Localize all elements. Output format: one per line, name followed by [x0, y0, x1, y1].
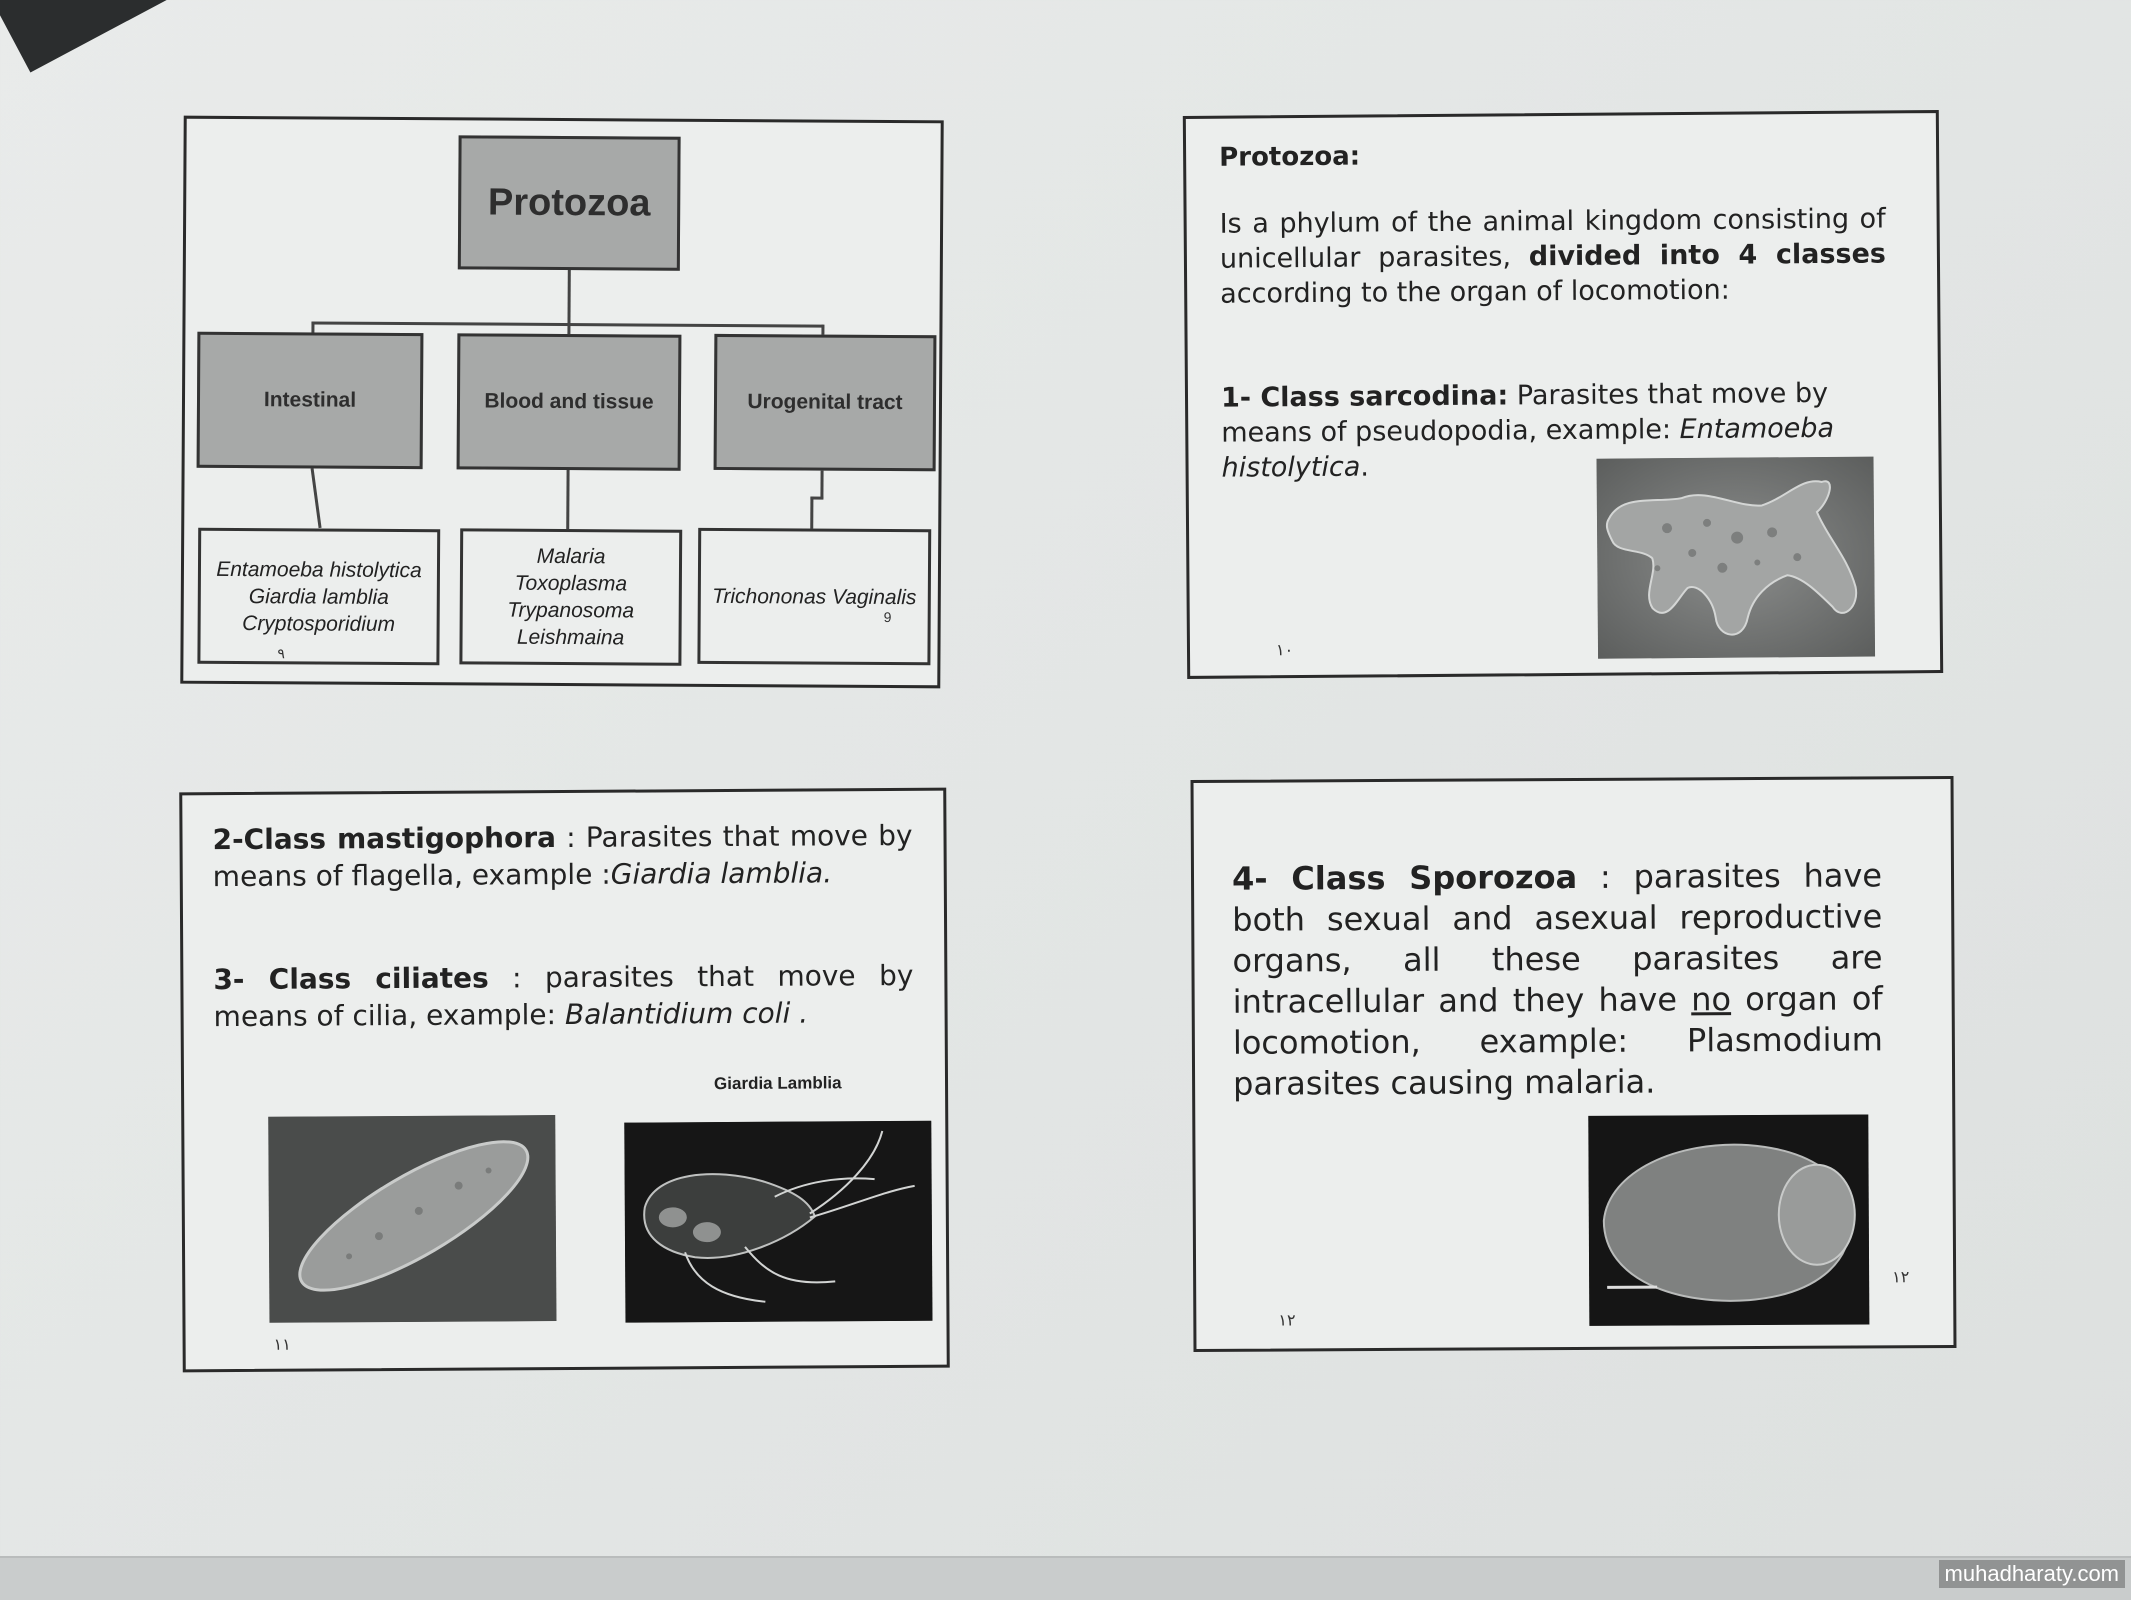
- page-number: ٩: [277, 645, 286, 662]
- category-blood-tissue: [457, 333, 682, 470]
- class-example: Entamoeba histolytica: [1221, 412, 1835, 484]
- tree-root-box: [458, 135, 681, 270]
- class-description: : Parasites that move by means of flagella, example :: [212, 818, 913, 894]
- organism-name: Leishmaina: [516, 625, 625, 650]
- category-intestinal: [197, 332, 424, 469]
- definition-text: Is a phylum of the animal kingdom consisting of unicellular parasites,: [1219, 203, 1886, 275]
- class-label: 1- Class sarcodina:: [1220, 380, 1509, 414]
- organism-name: Malaria: [536, 544, 606, 569]
- page-number: ١٠: [1275, 640, 1294, 660]
- organism-name: Cryptosporidium: [242, 611, 396, 636]
- connector: [311, 468, 322, 528]
- page-number: ١٢: [1892, 1267, 1910, 1287]
- organism-name: Giardia lamblia: [248, 584, 389, 609]
- amoeba-micrograph: [1597, 457, 1876, 659]
- leaf-blood-tissue: [459, 528, 682, 665]
- connector: [820, 471, 823, 499]
- class3-paragraph: [213, 957, 913, 1035]
- giardia-micrograph: [624, 1121, 932, 1323]
- page-number: ١١: [273, 1334, 291, 1354]
- slide-mastigophora-ciliates: [179, 788, 950, 1373]
- definition-text-end: according to the organ of locomotion:: [1220, 274, 1730, 310]
- page-number: ١٢: [1278, 1310, 1296, 1330]
- site-watermark: muhadharaty.com: [1939, 1560, 2125, 1588]
- category-label: Intestinal: [263, 388, 357, 412]
- category-label: Blood and tissue: [484, 389, 654, 414]
- class-description: Parasites that move by means of pseudopodia, example:: [1221, 377, 1829, 449]
- class-example: Giardia lamblia.: [610, 856, 833, 891]
- category-label: Urogenital tract: [747, 390, 903, 415]
- leaf-urogenital: [697, 528, 931, 665]
- slide-heading: Protozoa:: [1219, 141, 1361, 173]
- ciliate-micrograph: [268, 1115, 556, 1323]
- organism-name: Entamoeba histolytica: [216, 557, 422, 582]
- class-example: Balantidium coli .: [564, 996, 809, 1031]
- connector: [567, 270, 570, 325]
- desk-corner: [0, 0, 198, 72]
- leaf-intestinal: [197, 528, 440, 665]
- class-label: 2-Class mastigophora: [212, 821, 557, 857]
- connector: [810, 497, 813, 529]
- tree-root-label: Protozoa: [487, 181, 651, 225]
- slide-sporozoa: [1191, 776, 1957, 1352]
- organism-name: Trypanosoma: [507, 598, 635, 623]
- page-number: 9: [883, 608, 892, 626]
- class-description: : parasites that move by means of cilia, example:: [213, 958, 914, 1034]
- class-label: 4- Class Sporozoa: [1231, 857, 1578, 898]
- image-caption: Giardia Lamblia: [713, 1073, 842, 1094]
- class4-paragraph: [1232, 855, 1883, 1104]
- plasmodium-micrograph: [1588, 1114, 1869, 1325]
- category-urogenital: [714, 334, 937, 471]
- organism-name: Toxoplasma: [514, 571, 628, 596]
- page-edge: [0, 1556, 2131, 1600]
- connector: [566, 470, 569, 530]
- class-description-end: organ of locomotion, example: Plasmodium parasites causing malaria.: [1232, 979, 1883, 1103]
- class2-paragraph: [212, 817, 912, 895]
- definition-emphasis: divided into 4 classes: [1528, 238, 1887, 273]
- class-emphasis: no: [1691, 980, 1732, 1019]
- definition-paragraph: [1220, 201, 1887, 311]
- class-label: 3- Class ciliates: [213, 961, 489, 997]
- organism-name: Trichononas Vaginalis: [712, 584, 917, 609]
- slide-protozoa-definition: [1183, 110, 1943, 679]
- slide-protozoa-tree: [180, 116, 943, 689]
- class-end: .: [1360, 451, 1370, 483]
- class-description: : parasites have both sexual and asexual reproductive organs, all these parasites are intracellular and they have: [1232, 856, 1883, 1021]
